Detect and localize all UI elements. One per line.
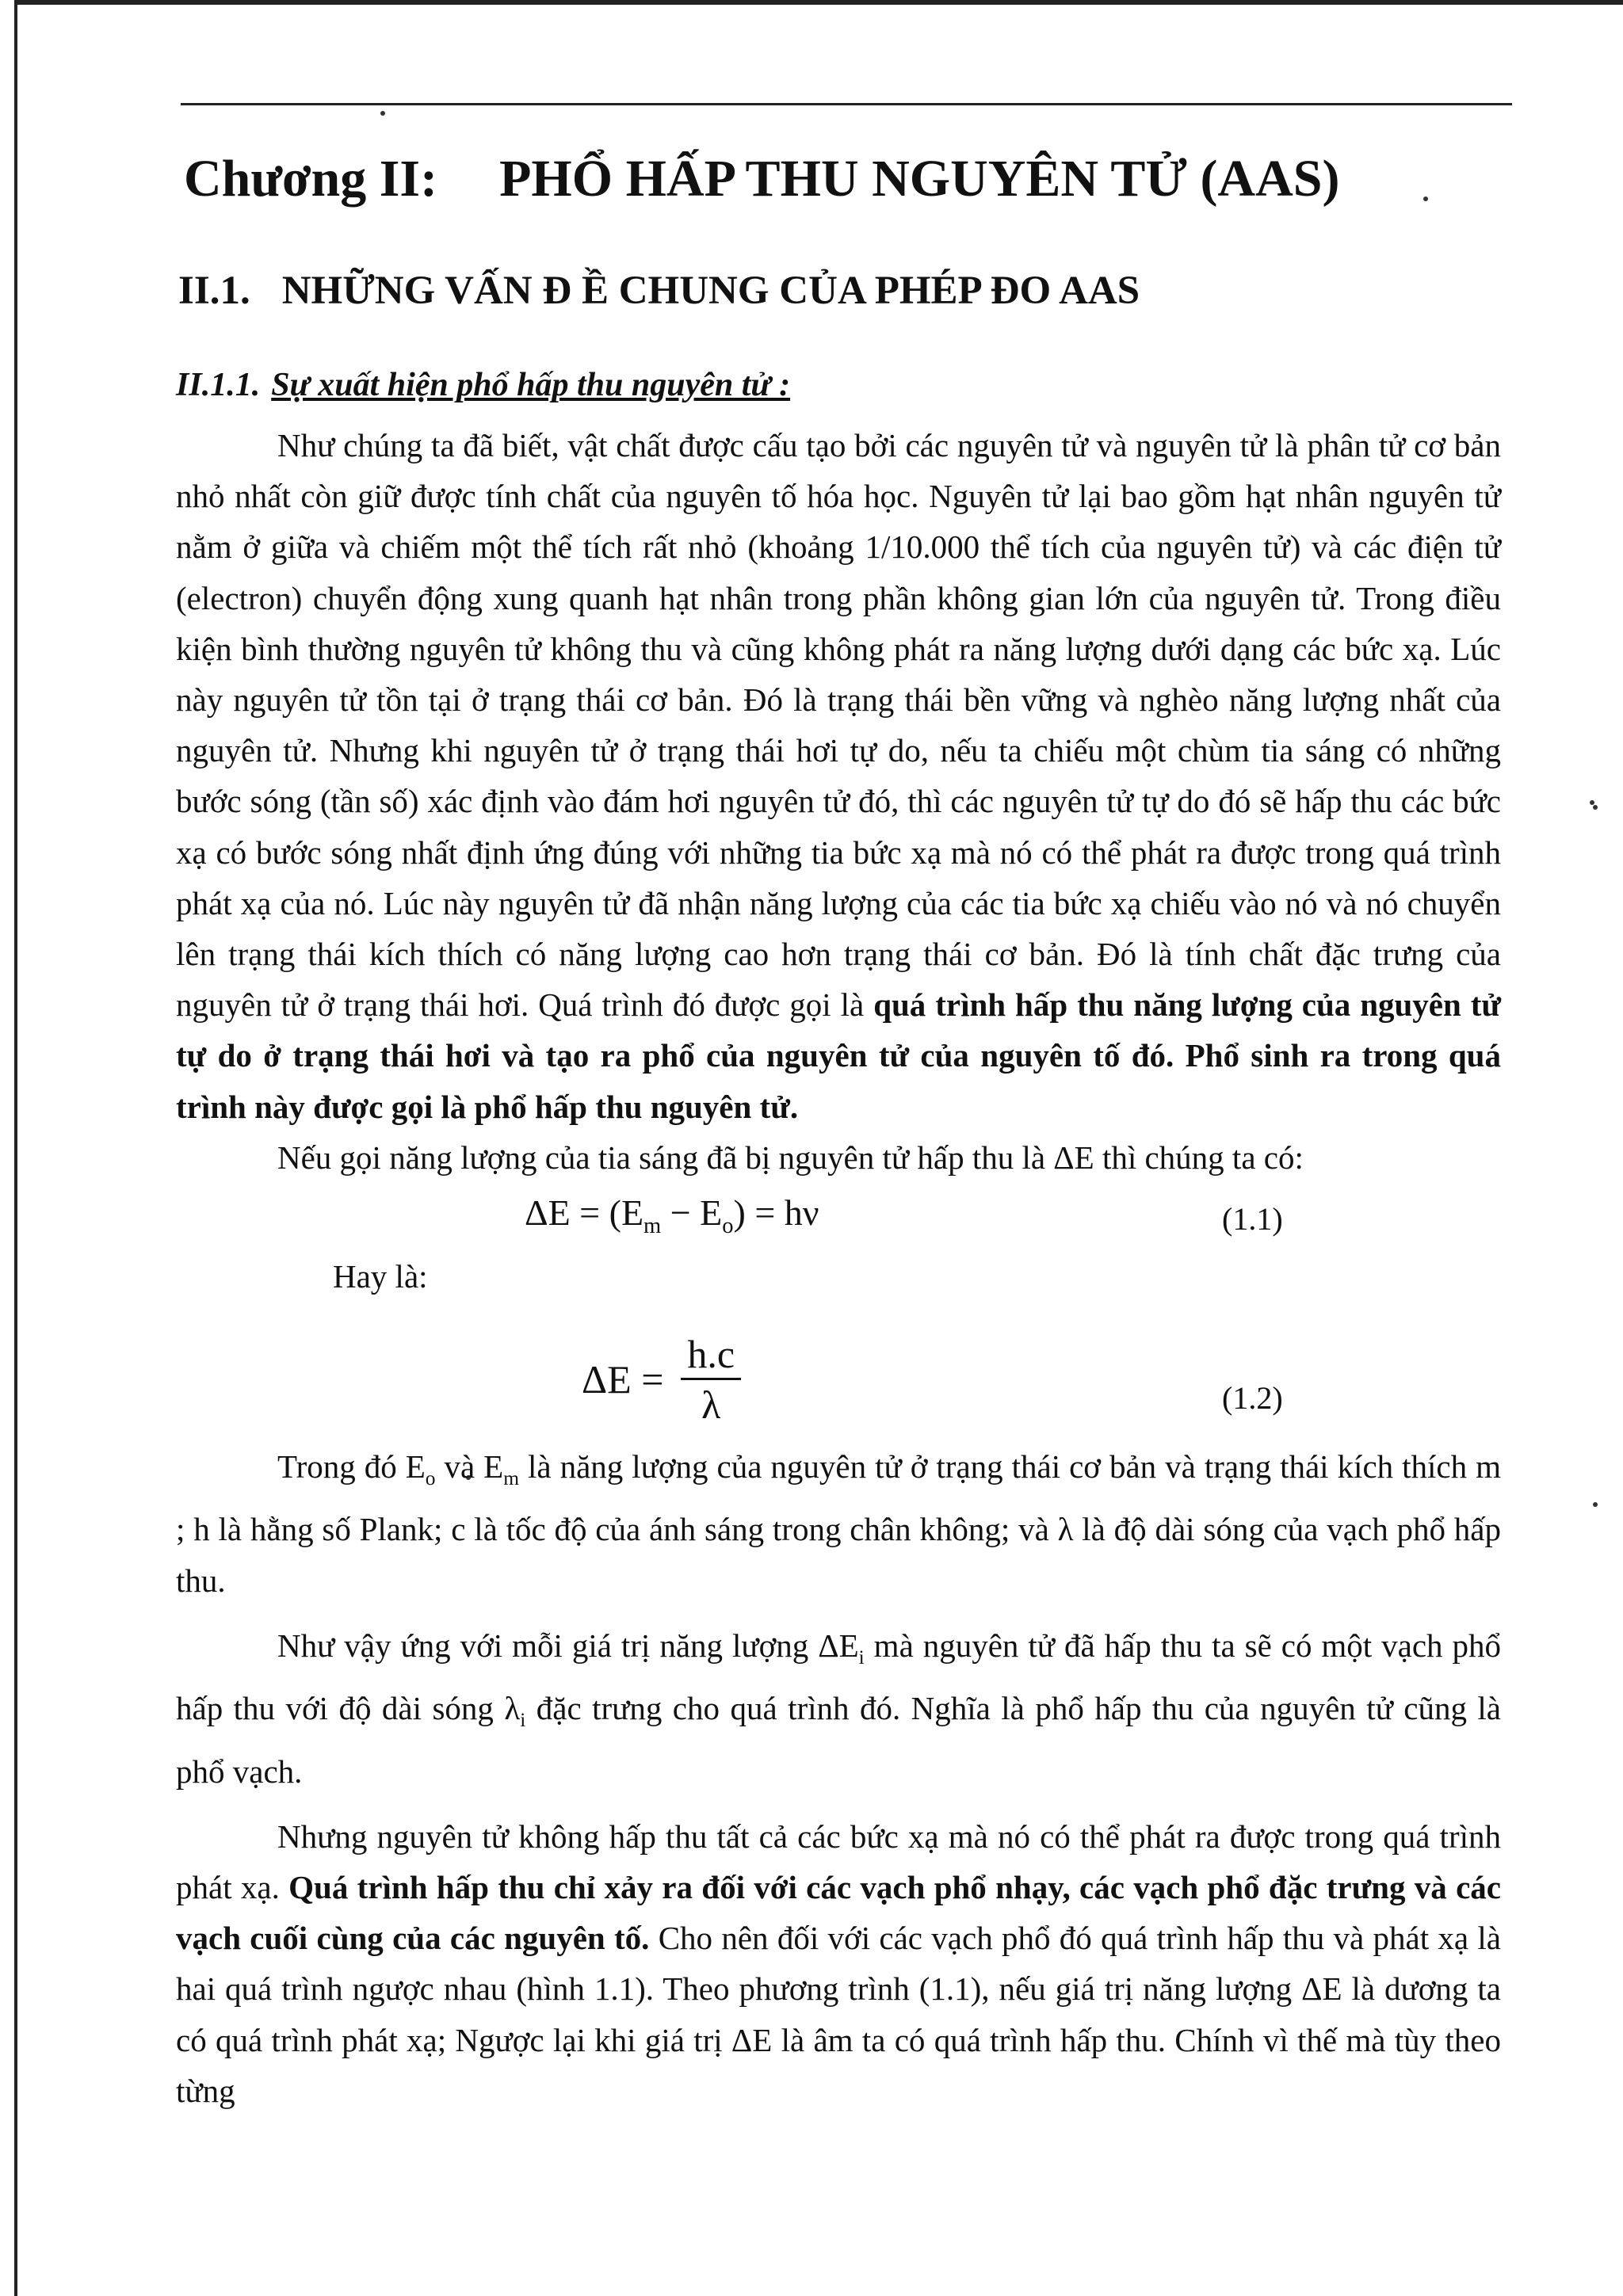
scan-speck: [1593, 805, 1598, 810]
subsection-number: II.1.1.: [176, 367, 261, 403]
paragraph-text: Như chúng ta đã biết, vật chất được cấu tạo bởi các nguyên tử và nguyên tử là phân tử cơ bản nhỏ nhất còn giữ được tính chất của nguyên tố hóa học. Nguyên tử lại bao gồm hạt nhân nguyên tử nằm ở giữa và chiếm một thể tích rất nhỏ (khoảng 1/10.000 thể tích của nguyên tử) và các điện tử (electron) chuyển động xung quanh hạt nhân trong phần không gian lớn của nguyên tử. Trong điều kiện bình thường nguyên tử không thu và cũng không phát ra năng lượng dưới dạng các bức xạ. Lúc này nguyên tử tồn tại ở trạng thái cơ bản. Đó là trạng thái bền vững và nghèo năng lượng nhất của nguyên tử. Nhưng khi nguyên tử ở trạng thái hơi tự do, nếu ta chiếu một chùm tia sáng có những bước sóng (tần số) xác định vào đám hơi nguyên tử đó, thì các nguyên tử tự do đó sẽ hấp thu các bức xạ có bước sóng nhất định ứng đúng với những tia bức xạ mà nó có thể phát ra được trong quá trình phát xạ của nó. Lúc này nguyên tử đã nhận năng lượng của các tia bức xạ chiếu vào nó và nó chuyển lên trạng thái kích thích có năng lượng cao hơn trạng thái cơ bản. Đó là tính chất đặc trưng của nguyên tử ở trạng thái hơi. Quá trình đó được gọi là: [176, 427, 1501, 1024]
header-rule: [181, 103, 1512, 105]
subsection-title: Sự xuất hiện phổ hấp thu nguyên tử :: [271, 367, 791, 403]
subsection-heading: [176, 366, 790, 404]
scan-speck: [380, 111, 385, 116]
fraction: [681, 1330, 741, 1429]
eq-part: − E: [661, 1192, 723, 1234]
paragraph-bold-text: quá trình hấp thu năng lượng của nguyên tử tự do ở trạng thái hơi và tạo ra phổ của nguyên tử của nguyên tố đó. Phổ sinh ra trong quá trình này được gọi là phổ hấp thu nguyên tử.: [176, 986, 1502, 1125]
subscript: i: [858, 1646, 865, 1669]
subscript: i: [520, 1709, 526, 1732]
scan-speck: [1593, 1502, 1598, 1507]
eq-subscript: o: [722, 1214, 734, 1239]
paragraph-2: [176, 1132, 1501, 1183]
equation-number: (1.1): [1222, 1201, 1283, 1238]
paragraph-4: [176, 1620, 1501, 1797]
equation-expression: [582, 1330, 741, 1429]
section-heading: [178, 268, 1140, 314]
paragraph-text: Nếu gọi năng lượng của tia sáng đã bị nguyên tử hấp thu là ΔE thì chúng ta có:: [277, 1138, 1304, 1176]
chapter-label: Chương II:: [184, 150, 438, 208]
section-title: NHỮNG VẤN Đ Ề CHUNG CỦA PHÉP ĐO AAS: [281, 269, 1140, 313]
paragraph-1: [176, 420, 1501, 1132]
equation-1-2: [176, 1325, 1501, 1441]
paragraph-text: đặc trưng cho quá trình đó. Nghĩa là phổ hấp thu của nguyên tử cũng là phổ vạch.: [176, 1690, 1501, 1790]
eq-subscript: m: [643, 1214, 662, 1239]
paragraph-text: và E: [435, 1448, 504, 1486]
chapter-title: PHỔ HẤP THU NGUYÊN TỬ (AAS): [499, 150, 1340, 208]
paragraph-5: [176, 1811, 1501, 2116]
scan-speck: [1590, 800, 1594, 805]
paragraph-text: Trong đó E: [277, 1448, 426, 1486]
paragraph-text: Như vậy ứng với mỗi giá trị năng lượng ΔE: [277, 1627, 859, 1664]
eq-part: ) = hν: [733, 1192, 819, 1234]
left-border: [14, 0, 17, 2296]
equation-number: (1.2): [1222, 1380, 1283, 1417]
paragraph-text: là năng lượng của nguyên tử ở trạng thái cơ bản và trạng thái kích thích m ; h là hằng số Plank; c là tốc độ của ánh sáng trong chân không; và λ là độ dài sóng của vạch phổ hấp thu.: [176, 1448, 1501, 1599]
equation-1-1: [176, 1183, 1501, 1240]
spacer: [176, 1606, 1501, 1620]
top-border: [14, 0, 1623, 5]
paragraph-text: Cho nên đối với các vạch phổ đó quá trình hấp thu và phát xạ là hai quá trình ngược nhau (hình 1.1). Theo phương trình (1.1), nếu giá trị năng lượng ΔE là dương ta có quá trình phát xạ; Ngược lại khi giá trị ΔE là âm ta có quá trình hấp thu. Chính vì thế mà tùy theo từng: [176, 1920, 1501, 2109]
equation-expression: [525, 1188, 819, 1252]
subscript: m: [503, 1467, 519, 1490]
eq-part: ΔE = (E: [525, 1192, 644, 1234]
body-text: [176, 420, 1501, 2116]
spacer: [176, 1797, 1501, 1811]
eq-part: ΔE =: [582, 1357, 664, 1402]
paragraph-text: Nhưng nguyên tử không hấp thu tất cả các bức xạ mà nó có thể phát ra được trong quá trình phát xạ.: [176, 1817, 1501, 1906]
scan-speck: [1423, 196, 1428, 201]
paragraph-bold-text: Quá trình hấp thu chỉ xảy ra đối với các vạch phổ nhạy, các vạch phổ đặc trưng và các vạch cuối cùng của các nguyên tố.: [176, 1869, 1501, 1957]
paragraph-3: [176, 1441, 1501, 1606]
fraction-numerator: h.c: [681, 1330, 741, 1380]
subscript: o: [425, 1467, 436, 1490]
hay-la-label: Hay là:: [333, 1258, 428, 1295]
paragraph-text: mà nguyên tử đã hấp thu ta sẽ có một vạch phổ hấp thu với độ dài sóng λ: [176, 1627, 1502, 1727]
chapter-heading: [184, 149, 1339, 209]
section-number: II.1.: [178, 269, 250, 313]
fraction-denominator: λ: [701, 1383, 721, 1428]
